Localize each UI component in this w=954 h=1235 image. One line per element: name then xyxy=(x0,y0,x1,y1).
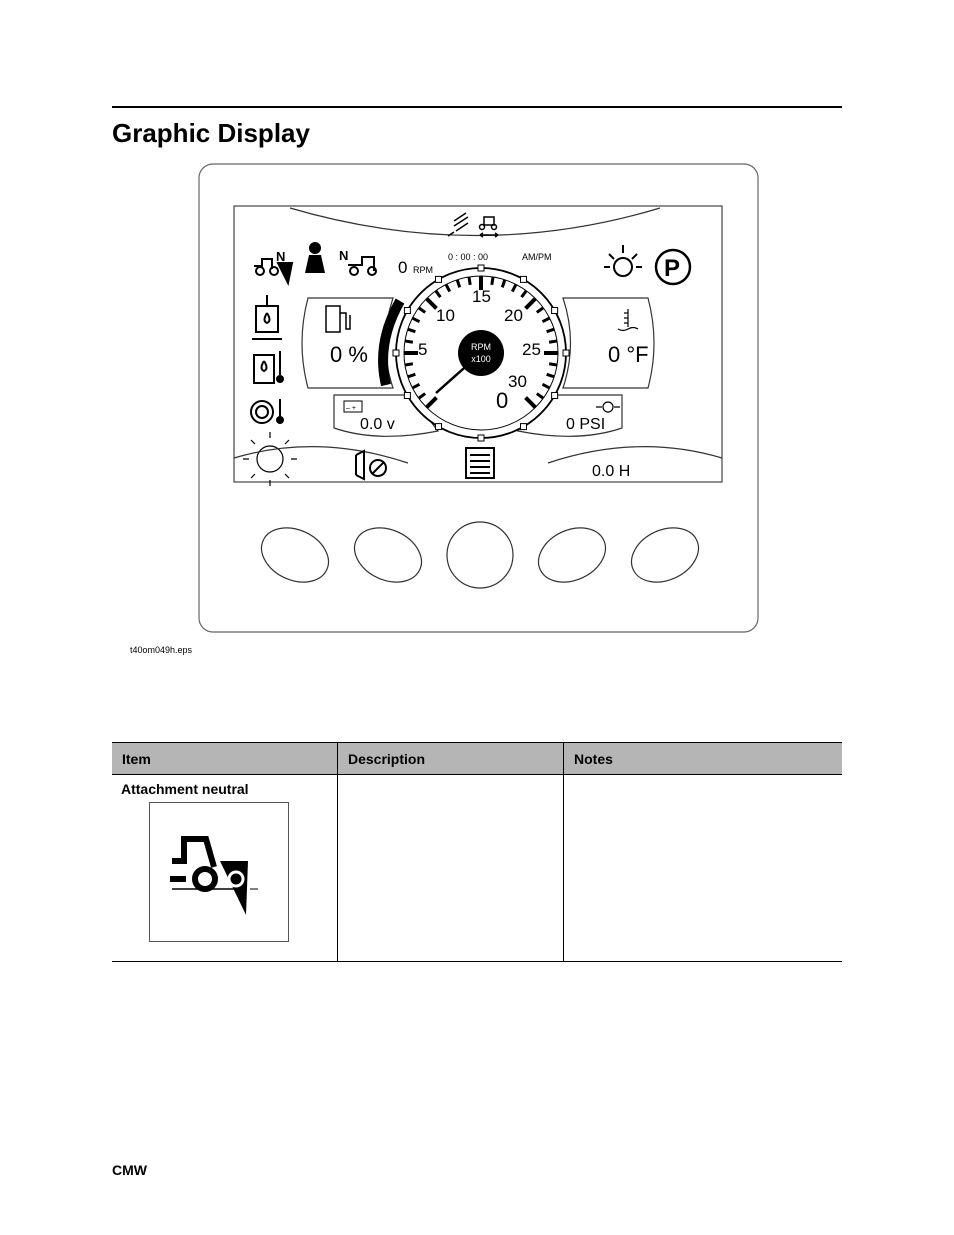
gauge-tick xyxy=(469,277,470,285)
bottom-right-arc xyxy=(548,447,722,463)
cell-item xyxy=(112,775,338,962)
hydraulic-temp-icon xyxy=(254,351,283,383)
gauge-label-15: 15 xyxy=(472,287,491,306)
menu-icon xyxy=(466,448,494,478)
tool-icon xyxy=(448,213,498,237)
gauge-tick xyxy=(492,277,493,285)
gauge-tick xyxy=(405,364,413,365)
header-item: Item xyxy=(112,743,338,775)
gauge-hub xyxy=(458,330,504,376)
gauge-label-30: 30 xyxy=(508,372,527,391)
display-button-1[interactable] xyxy=(253,518,338,593)
rpm-gauge xyxy=(393,265,569,441)
engine-oil-temp-icon xyxy=(251,399,283,423)
top-rule xyxy=(112,106,842,108)
gauge-ring-marker xyxy=(521,276,527,282)
clock-readout: 0 : 00 : 00 xyxy=(448,252,489,262)
temp-readout: 0 °F xyxy=(608,342,649,367)
item-name: Attachment neutral xyxy=(121,781,249,797)
pressure-readout: 0 PSI xyxy=(566,416,606,433)
gauge-tick xyxy=(405,341,413,342)
gauge-ring-marker xyxy=(552,393,558,399)
gauge-label-25: 25 xyxy=(522,340,541,359)
gauge-ring-marker xyxy=(478,265,484,271)
gauge-ring-marker xyxy=(436,276,442,282)
ampm-label: AM/PM xyxy=(522,252,552,262)
header-notes: Notes xyxy=(564,743,843,775)
glow-plug-icon xyxy=(604,245,642,276)
rpm-unit: RPM xyxy=(413,265,433,275)
gauge-ring-marker xyxy=(552,308,558,314)
display-button-5[interactable] xyxy=(623,518,708,593)
attachment-neutral-icon xyxy=(150,803,288,941)
voltage-readout: 0.0 v xyxy=(360,416,395,433)
gauge-ring-marker xyxy=(404,393,410,399)
page-title: Graphic Display xyxy=(112,118,310,148)
gauge-ring-marker xyxy=(563,350,569,356)
gauge-ring-marker xyxy=(404,308,410,314)
table-header-row xyxy=(112,743,842,775)
parking-brake-icon xyxy=(656,250,690,284)
coolant-temp-icon xyxy=(618,309,638,331)
traction-neutral-letter: N xyxy=(339,248,349,263)
gauge-ring-marker xyxy=(393,350,399,356)
fuel-icon xyxy=(326,306,350,332)
gauge-ring-marker xyxy=(478,435,484,441)
display-button-3[interactable] xyxy=(447,522,513,588)
parking-letter: P xyxy=(664,255,681,282)
header-description: Description xyxy=(338,743,564,775)
battery-label: – + xyxy=(346,405,356,412)
gauge-ring-marker xyxy=(436,424,442,430)
sun-icon xyxy=(243,432,297,486)
traction-neutral-icon xyxy=(348,257,376,275)
gauge-ring-marker xyxy=(521,424,527,430)
gauge-tick xyxy=(549,364,557,365)
fuel-readout: 0 % xyxy=(330,342,368,367)
top-arc xyxy=(290,208,660,236)
cell-description xyxy=(338,775,564,962)
hydraulic-filter-icon xyxy=(252,295,282,339)
gauge-hub-line2: x100 xyxy=(471,354,491,364)
hours-readout: 0.0 H xyxy=(592,463,631,480)
item-table xyxy=(112,742,842,962)
gauge-tick xyxy=(549,341,557,342)
gauge-label-5: 5 xyxy=(418,340,428,359)
footer-label: CMW xyxy=(112,1162,147,1178)
gauge-value: 0 xyxy=(496,388,509,413)
table-row xyxy=(112,775,842,962)
neutral-letter: N xyxy=(276,249,286,264)
display-button-2[interactable] xyxy=(346,518,431,593)
figure-caption: t40om049h.eps xyxy=(130,645,193,655)
display-button-4[interactable] xyxy=(530,518,615,593)
gauge-hub-line1: RPM xyxy=(471,342,491,352)
gauge-label-20: 20 xyxy=(504,306,523,325)
cell-notes xyxy=(564,775,843,962)
oil-pressure-icon xyxy=(596,402,620,412)
graphic-display-figure xyxy=(198,163,759,633)
operator-seat-icon xyxy=(305,242,325,273)
rpm-readout: 0 xyxy=(398,258,408,277)
attachment-neutral-icon xyxy=(254,259,292,283)
gauge-label-10: 10 xyxy=(436,306,455,325)
attachment-neutral-icon-box xyxy=(149,802,289,942)
